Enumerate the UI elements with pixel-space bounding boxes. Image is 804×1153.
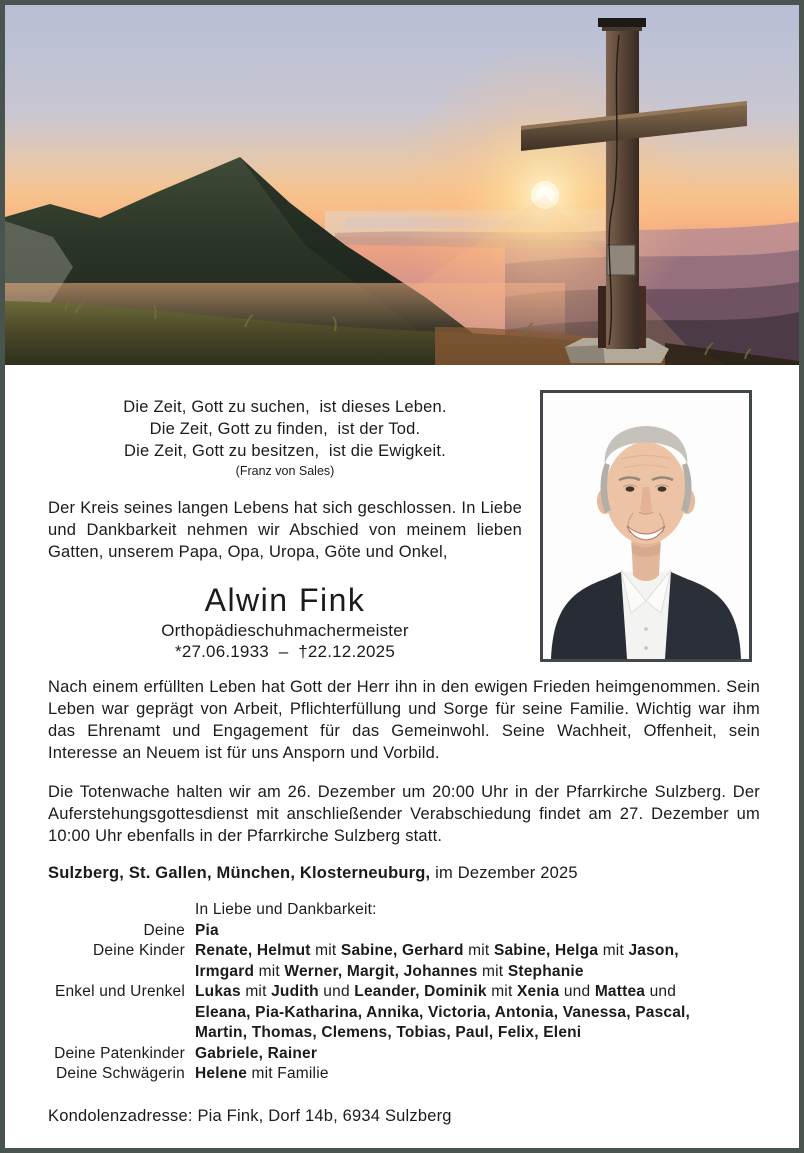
obituary-paragraph: Nach einem erfüllten Leben hat Gott der Herr ihn in den ewigen Frieden heimgenommen. Sein Leben war geprägt von Arbeit, Pflichterfüllung und Sorge für seine Familie. Wichtig war ihm das Ehrenamt und Engagement für das Gemeinwohl. Seine Wachheit, Offenheit, sein Interesse an Neuem ist für uns Ansporn und Vorbild. — [48, 678, 760, 762]
farewell-label: Deine Schwägerin — [56, 1065, 185, 1082]
farewell-label: Enkel und Urenkel — [54, 983, 185, 1000]
deceased-profession: Orthopädieschuhmachermeister — [161, 621, 409, 640]
farewell-names: Gabriele, Rainer — [195, 1044, 318, 1062]
farewell-label: Deine Kinder — [92, 942, 185, 959]
deceased-dates: *27.06.1933 – †22.12.2025 — [175, 642, 395, 661]
farewell-label: Deine Patenkinder — [54, 1044, 185, 1062]
farewell-section — [48, 900, 760, 1085]
cross-cap-edge — [602, 27, 642, 31]
quote-block — [48, 396, 522, 462]
header-photo-svg — [5, 5, 799, 365]
farewell-heading: In Liebe und Dankbarkeit: — [195, 901, 377, 918]
farewell-row — [48, 982, 760, 1044]
farewell-row — [48, 941, 760, 982]
farewell-row — [48, 921, 760, 942]
quote-line: Die Zeit, Gott zu besitzen, ist die Ewigkeit. — [124, 442, 446, 460]
deceased-name: Alwin Fink — [204, 582, 366, 618]
farewell-row — [48, 1064, 760, 1085]
farewell-label: Deine — [143, 921, 185, 939]
content — [5, 396, 799, 1127]
cities-date-line: Sulzberg, St. Gallen, München, Klosterneuburg, im Dezember 2025 — [48, 864, 578, 882]
header-photo — [5, 5, 799, 365]
left-column — [48, 396, 522, 662]
condolence-address: Kondolenzadresse: Pia Fink, Dorf 14b, 6934 Sulzberg — [48, 1106, 452, 1125]
service-paragraph: Die Totenwache halten wir am 26. Dezember um 20:00 Uhr in der Pfarrkirche Sulzberg. Der Auferstehungsgottesdienst mit anschließender Verabschiedung findet am 27. Dezember um 10:00 Uhr ebenfalls in der Pfarrkirche Sulzberg statt. — [48, 782, 760, 845]
intro-paragraph: Der Kreis seines langen Lebens hat sich geschlossen. In Liebe und Dankbarkeit nehmen wir Abschied von meinem lieben Gatten, unserem Papa, Opa, Uropa, Göte und Onkel, — [48, 499, 522, 561]
farewell-names: Renate, Helmut mit Sabine, Gerhard mit Sabine, Helga mit Jason, Irmgard mit Werner, Margit, Johannes mit Stephanie — [195, 942, 679, 980]
cross-box — [607, 245, 635, 275]
quote-attribution: (Franz von Sales) — [235, 464, 335, 478]
quote-line: Die Zeit, Gott zu suchen, ist dieses Leben. — [123, 398, 447, 416]
farewell-names: Helene mit Familie — [195, 1065, 329, 1082]
farewell-names: Pia — [195, 921, 219, 939]
cross-cap — [598, 18, 646, 27]
quote-line: Die Zeit, Gott zu finden, ist der Tod. — [149, 420, 421, 438]
cross-support-left — [598, 286, 607, 348]
farewell-names: Lukas mit Judith und Leander, Dominik mit Xenia und Mattea und Eleana, Pia-Katharina, Annika, Victoria, Antonia, Vanessa, Pascal, Martin, Thomas, Clemens, Tobias, Paul, Felix, Eleni — [195, 983, 691, 1041]
farewell-row — [48, 1044, 760, 1065]
